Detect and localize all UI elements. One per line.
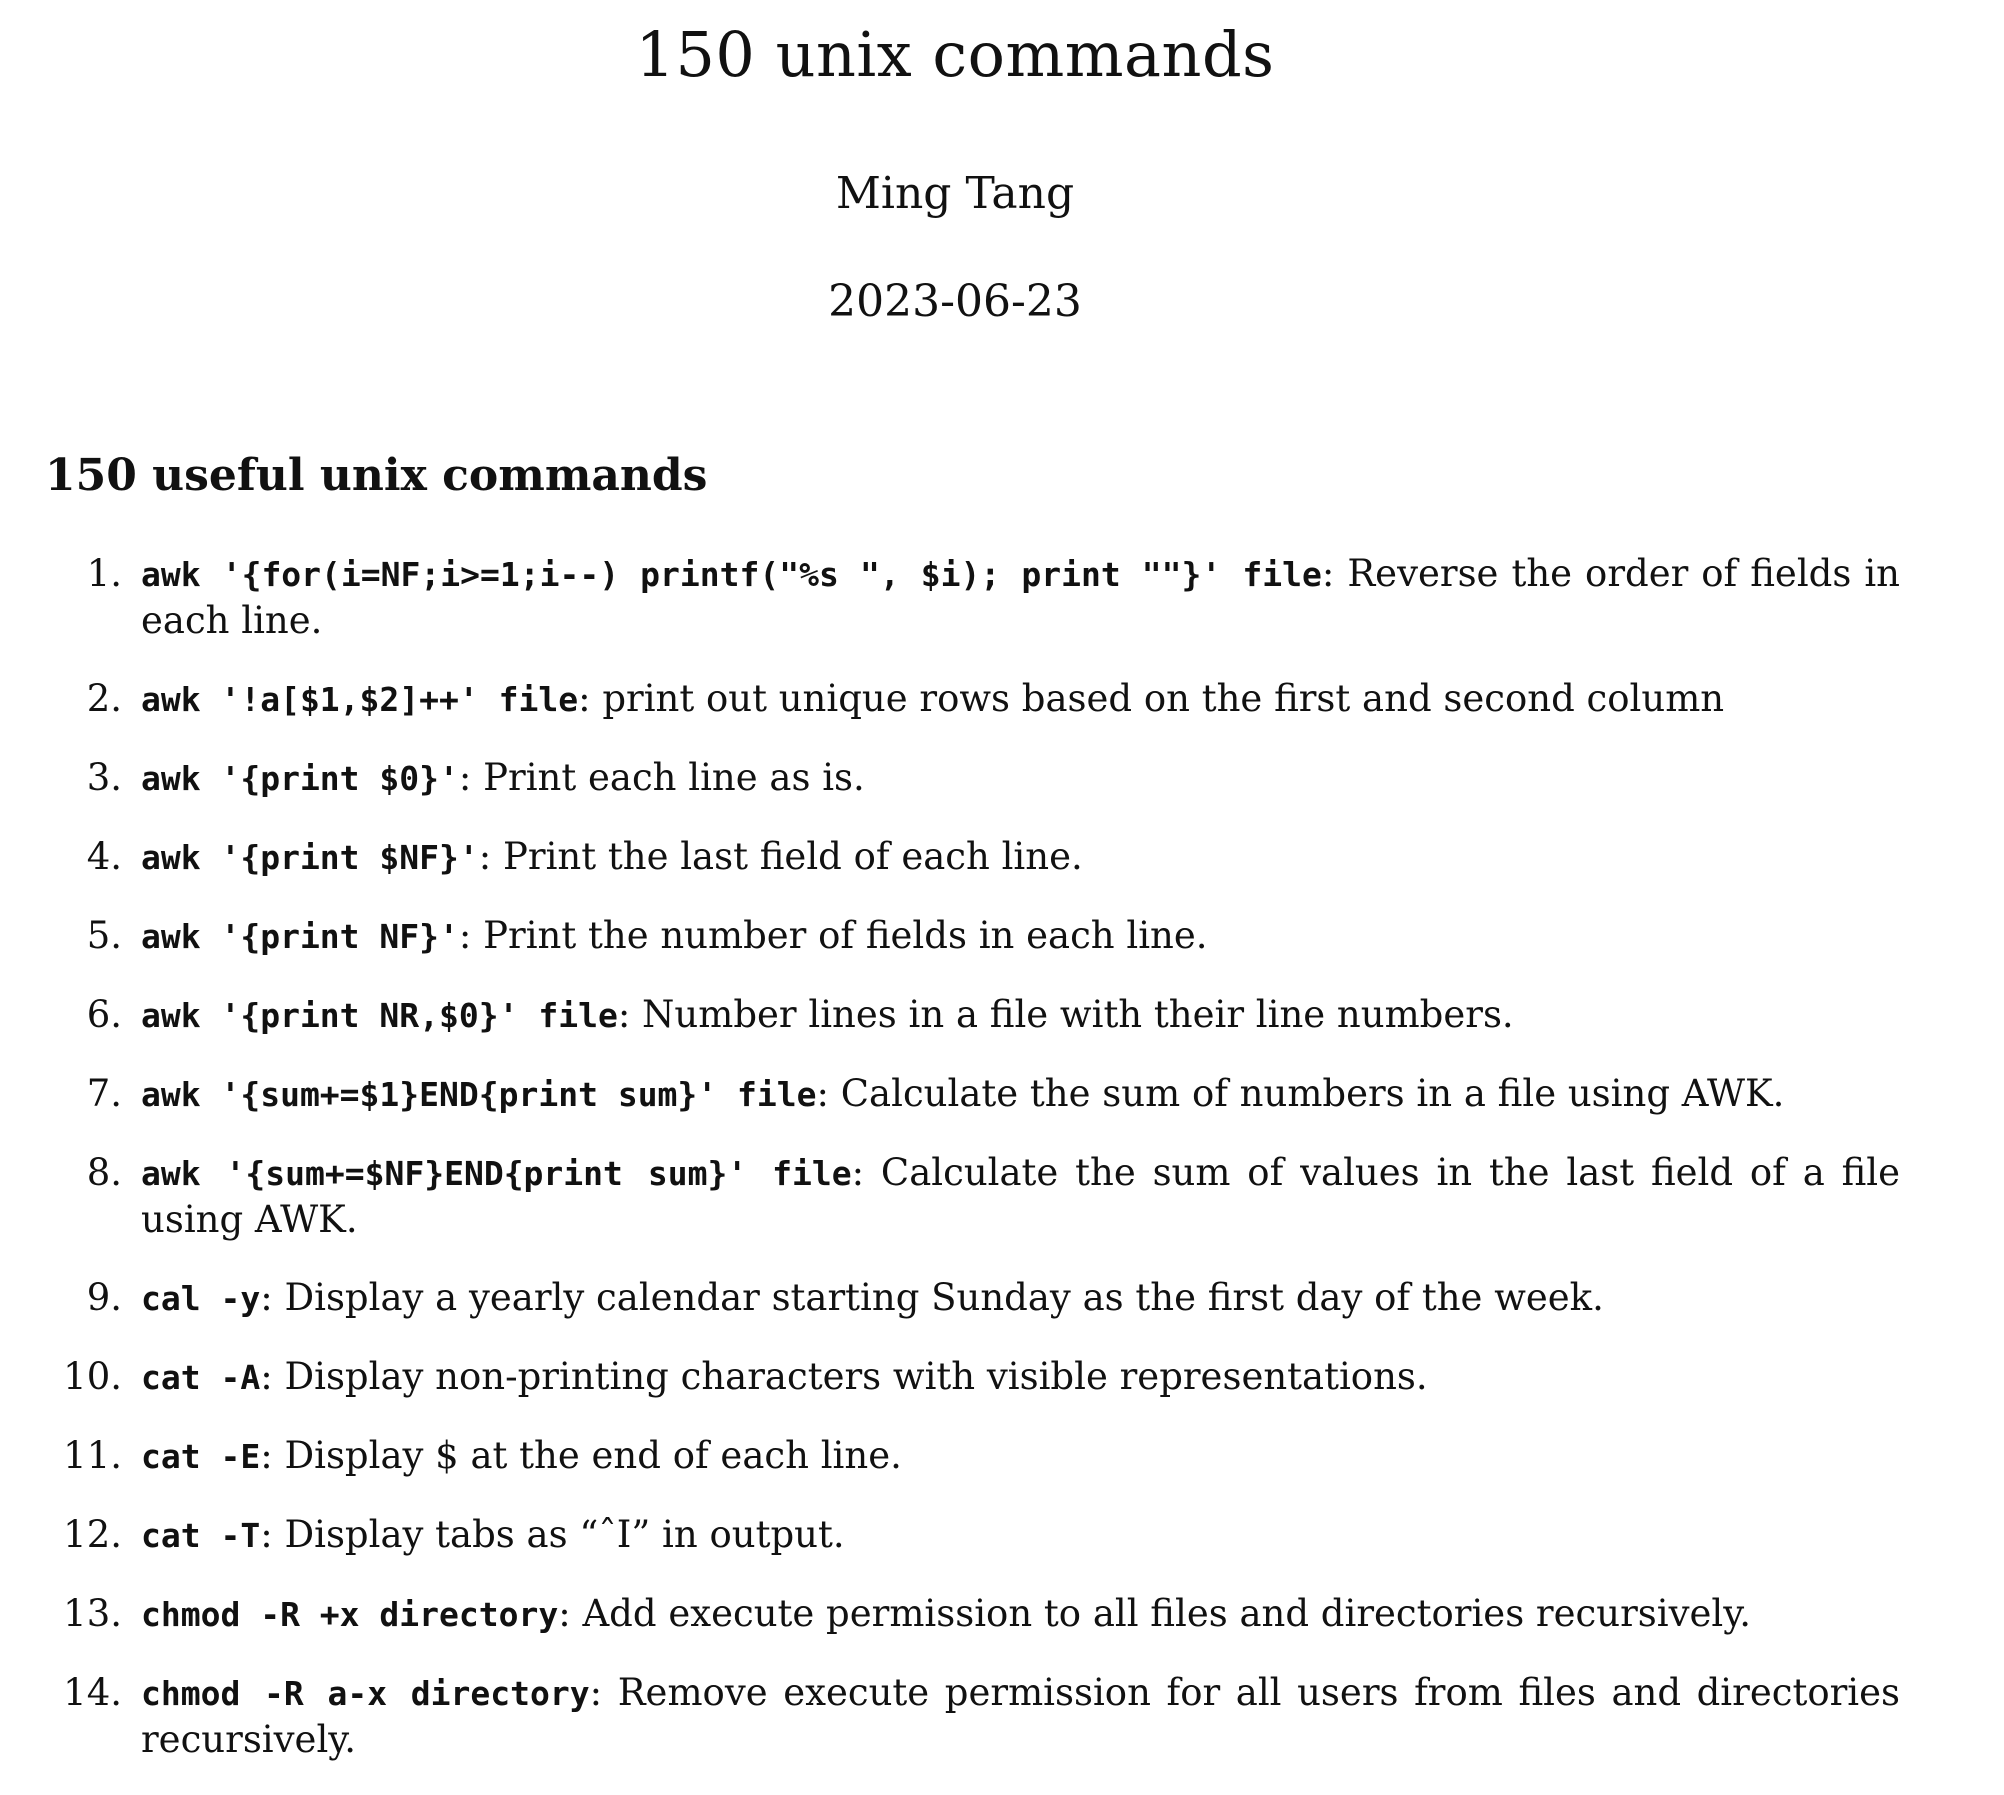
list-item (0, 992, 1900, 1039)
command-code: cat -A (141, 1358, 261, 1397)
command-description: Display $ at the end of each line. (272, 1434, 902, 1477)
separator: : (260, 1276, 273, 1319)
list-item (0, 1512, 1900, 1559)
command-description: Calculate the sum of numbers in a file using AWK. (828, 1072, 1785, 1115)
command-code: chmod -R a-x directory (141, 1674, 590, 1713)
command-description: Display non-printing characters with visible representations. (272, 1355, 1428, 1398)
command-description: Reverse the order of fields in each line. (141, 552, 1900, 642)
command-description: Print the last field of each line. (491, 835, 1083, 878)
separator: : (851, 1151, 865, 1194)
item-number: 14. (63, 1671, 122, 1714)
command-code: cal -y (141, 1279, 261, 1318)
separator: : (260, 1434, 273, 1477)
list-item (0, 1591, 1900, 1638)
separator: : (558, 1592, 571, 1635)
separator: : (589, 1671, 603, 1714)
item-number: 8. (86, 1151, 122, 1194)
item-number: 2. (86, 677, 122, 720)
separator: : (1321, 552, 1335, 595)
item-number: 6. (86, 993, 122, 1036)
separator: : (816, 1072, 829, 1115)
command-code: awk '{print NF}' (141, 917, 459, 956)
list-item (0, 676, 1900, 723)
list-item (0, 755, 1900, 802)
command-description: Display tabs as “ˆI” in output. (272, 1513, 845, 1556)
document-title: 150 unix commands (635, 18, 1275, 91)
command-code: cat -T (141, 1516, 261, 1555)
separator: : (458, 914, 472, 957)
command-description: Remove execute permission for all users from files and directories recursively. (141, 1671, 1900, 1761)
item-number: 9. (86, 1276, 122, 1319)
item-number: 3. (86, 756, 122, 799)
command-code: awk '!a[$1,$2]++' file (141, 680, 579, 719)
command-code: awk '{print $NF}' (141, 838, 479, 877)
item-number: 4. (86, 835, 122, 878)
command-code: awk '{print NR,$0}' file (141, 996, 618, 1035)
item-number: 7. (86, 1072, 122, 1115)
item-number: 12. (63, 1513, 122, 1556)
list-item (0, 1071, 1900, 1118)
separator: : (617, 993, 631, 1036)
separator: : (260, 1513, 273, 1556)
item-number: 5. (86, 914, 122, 957)
command-description: Display a yearly calendar starting Sunday as the first day of the week. (272, 1276, 1604, 1319)
item-number: 11. (63, 1434, 122, 1477)
list-item (0, 551, 1900, 644)
command-description: Add execute permission to all files and directories recursively. (570, 1592, 1751, 1635)
list-item (0, 1150, 1900, 1243)
list-item (0, 1275, 1900, 1322)
command-description: print out unique rows based on the first and second column (590, 677, 1725, 720)
separator: : (478, 835, 492, 878)
section-heading: 150 useful unix commands (45, 450, 708, 501)
command-description: Number lines in a file with their line numbers. (630, 993, 1514, 1036)
command-description: Print each line as is. (471, 756, 865, 799)
separator: : (578, 677, 591, 720)
list-item (0, 1670, 1900, 1763)
command-list (0, 551, 1900, 1795)
item-number: 1. (86, 552, 122, 595)
command-description: Print the number of fields in each line. (471, 914, 1208, 957)
command-code: chmod -R +x directory (141, 1595, 559, 1634)
separator: : (260, 1355, 273, 1398)
separator: : (458, 756, 472, 799)
command-code: awk '{sum+=$1}END{print sum}' file (141, 1075, 817, 1114)
document-date: 2023-06-23 (828, 276, 1082, 327)
document-author: Ming Tang (835, 168, 1075, 219)
list-item (0, 913, 1900, 960)
command-code: awk '{for(i=NF;i>=1;i--) printf("%s ", $i); print ""}' file (141, 555, 1322, 594)
list-item (0, 834, 1900, 881)
list-item (0, 1354, 1900, 1401)
item-number: 10. (63, 1355, 122, 1398)
command-code: cat -E (141, 1437, 261, 1476)
command-description: Calculate the sum of values in the last field of a file using AWK. (141, 1151, 1900, 1241)
list-item (0, 1433, 1900, 1480)
command-code: awk '{print $0}' (141, 759, 459, 798)
command-code: awk '{sum+=$NF}END{print sum}' file (141, 1154, 852, 1193)
item-number: 13. (63, 1592, 122, 1635)
